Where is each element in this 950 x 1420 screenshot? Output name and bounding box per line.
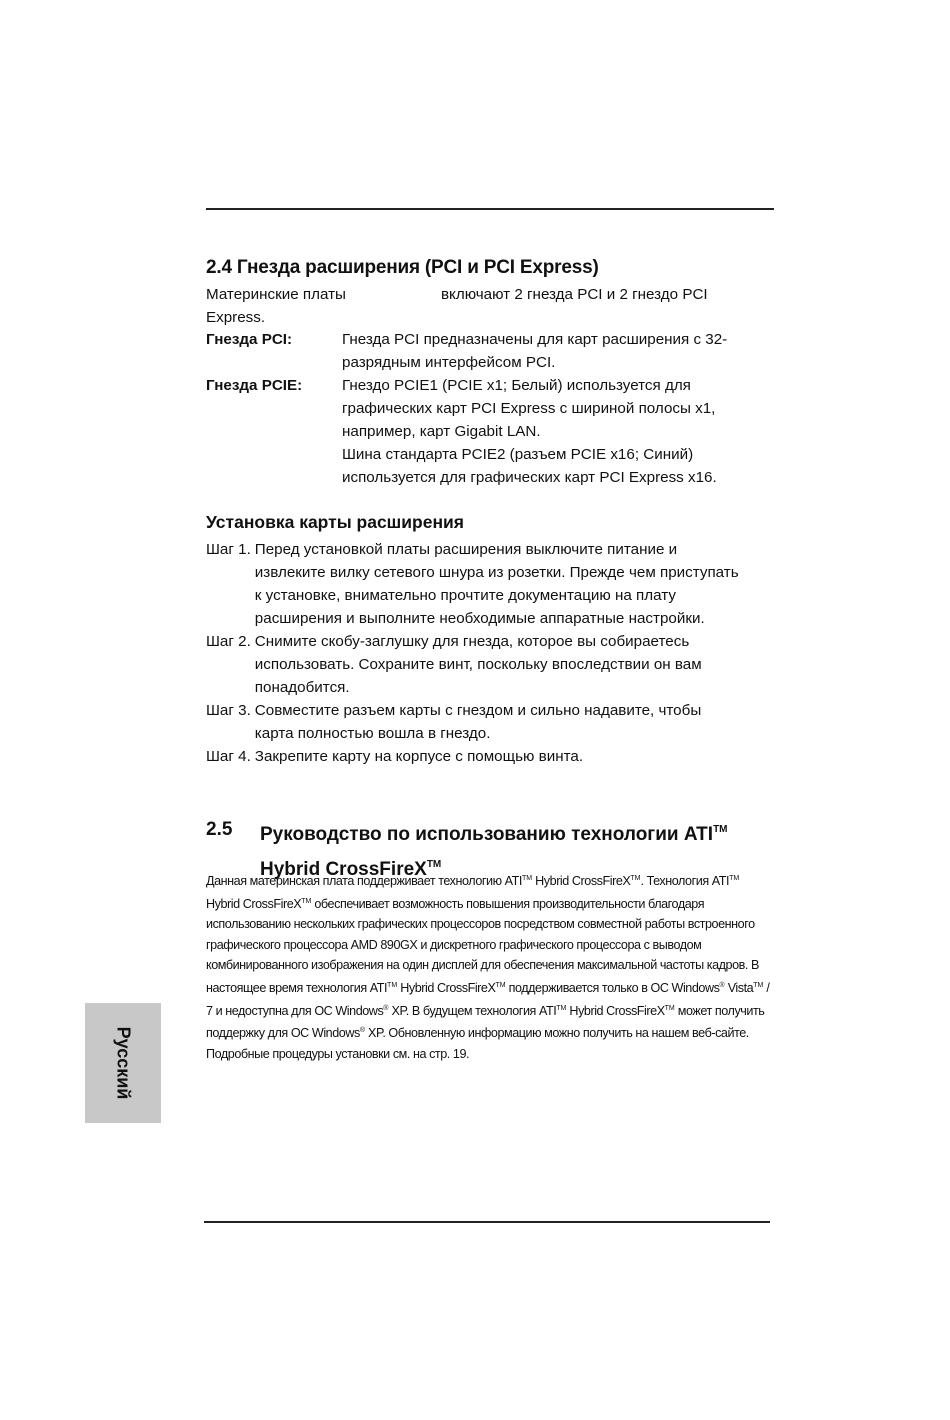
- registered-mark: ®: [719, 981, 725, 989]
- trademark-mark: TM: [729, 875, 740, 882]
- text-run: XP. В будущем технология ATI: [388, 1003, 557, 1018]
- step-line: расширения и выполните необходимые аппаратные настройки.: [254, 610, 705, 627]
- intro-paragraph: [206, 283, 736, 329]
- step-line: к установке, внимательно прочтите документацию на плату: [254, 587, 676, 604]
- step-1: [206, 538, 781, 630]
- step-text: [255, 538, 781, 630]
- text-run: . Технология ATI: [640, 874, 730, 888]
- registered-mark: ®: [383, 1004, 389, 1012]
- text-run: Hybrid CrossFireX: [397, 980, 496, 995]
- registered-mark: ®: [359, 1027, 365, 1035]
- step-line: понадобится.: [254, 679, 350, 696]
- top-rule: [206, 208, 774, 210]
- step-line: извлеките вилку сетевого шнура из розетки. Прежде чем приступать: [254, 564, 739, 581]
- step-line: Совместите разъем карты с гнездом и сильно надавите, чтобы: [254, 702, 702, 719]
- trademark-mark: TM: [753, 981, 764, 989]
- trademark-mark: TM: [664, 1004, 675, 1012]
- trademark-mark: TM: [426, 859, 442, 870]
- step-line: карта полностью вошла в гнездо.: [254, 725, 491, 742]
- step-4: [206, 745, 781, 768]
- desc-line: используется для графических карт PCI Express x16.: [342, 469, 717, 486]
- trademark-mark: TM: [301, 897, 312, 905]
- definition-term: Гнезда PCI:: [206, 331, 293, 348]
- step-3: [206, 699, 781, 745]
- step-line: Закрепите карту на корпусе с помощью винта.: [254, 748, 584, 765]
- step-label: Шаг 2.: [206, 633, 251, 650]
- text-run: Vista: [724, 980, 754, 995]
- intro-part-b: включают 2 гнезда PCI и 2 гнездо PCI Express.: [206, 286, 708, 326]
- step-label: Шаг 3.: [206, 702, 251, 719]
- definition-desc: [342, 374, 766, 489]
- step-line: Снимите скобу-заглушку для гнезда, которое вы собираетесь: [254, 633, 690, 650]
- language-side-tab: [85, 1003, 161, 1123]
- text-run: поддерживается только в ОС Windows: [505, 980, 720, 995]
- section-title-2-4: 2.4 Гнезда расширения (PCI и PCI Express): [206, 257, 599, 278]
- text-run: Hybrid CrossFireX: [206, 896, 302, 911]
- step-line: Перед установкой платы расширения выключите питание и: [254, 541, 678, 558]
- definition-pci: [206, 328, 766, 374]
- text-run: обеспечивает возможность повышения производительности благодаря использованию нескольких графических процессоров посредством совместной работы встроенного графического процессора AMD 890GX и дискретного графического процессора с выводом комбинированного изображения на один дисплей для обеспечения максимальной частоты кадров. В настоящее время технология ATI: [206, 896, 759, 995]
- definition-desc: [342, 328, 766, 374]
- step-text: [255, 630, 781, 699]
- step-label: Шаг 1.: [206, 541, 251, 558]
- text-run: XP. Обновленную информацию можно получить на нашем веб-сайте. Подробные процедуры установки см. на стр. 19.: [206, 1026, 749, 1061]
- desc-line: Гнездо PCIE1 (PCIE x1; Белый) используется для: [342, 377, 691, 394]
- install-steps: [206, 538, 781, 768]
- trademark-mark: TM: [387, 981, 398, 989]
- install-title: Установка карты расширения: [206, 512, 464, 532]
- trademark-mark: TM: [495, 981, 506, 989]
- trademark-mark: TM: [713, 824, 728, 835]
- step-label: Шаг 4.: [206, 748, 251, 765]
- step-text: [255, 745, 781, 768]
- step-line: использовать. Сохраните винт, поскольку впоследствии он вам: [254, 656, 702, 673]
- slot-definitions: [206, 328, 766, 489]
- text-run: / 7 и недоступна для ОС Windows: [206, 980, 770, 1018]
- crossfirex-paragraph: [206, 869, 772, 1064]
- step-text: [255, 699, 781, 745]
- section-number: 2.5: [206, 819, 233, 840]
- desc-line: например, карт Gigabit LAN.: [342, 423, 541, 440]
- intro-part-a: Материнские платы: [206, 286, 346, 303]
- title-line-2: Hybrid CrossFireX: [260, 859, 427, 880]
- bottom-rule: [204, 1221, 770, 1223]
- language-label: Русский: [113, 1026, 134, 1100]
- step-2: [206, 630, 781, 699]
- text-run: Hybrid CrossFireX: [566, 1003, 665, 1018]
- trademark-mark: TM: [521, 875, 533, 882]
- title-line-1: Руководство по использованию технологии ATI: [260, 824, 714, 845]
- desc-line: графических карт PCI Express с шириной полосы x1,: [342, 400, 716, 417]
- text-run: Данная материнская плата поддерживает технологию ATI: [206, 874, 522, 888]
- desc-line: Гнезда PCI предназначены для карт расширения с 32-: [342, 331, 728, 348]
- definition-pcie: [206, 374, 766, 489]
- desc-line: разрядным интерфейсом PCI.: [342, 354, 556, 371]
- trademark-mark: TM: [630, 875, 641, 882]
- text-run: может получить поддержку для ОС Windows: [206, 1003, 765, 1041]
- text-run: Hybrid CrossFireX: [532, 874, 631, 888]
- desc-line: Шина стандарта PCIE2 (разъем PCIE x16; Синий): [342, 446, 694, 463]
- definition-term: Гнезда PCIE:: [206, 377, 303, 394]
- trademark-mark: TM: [556, 1004, 567, 1012]
